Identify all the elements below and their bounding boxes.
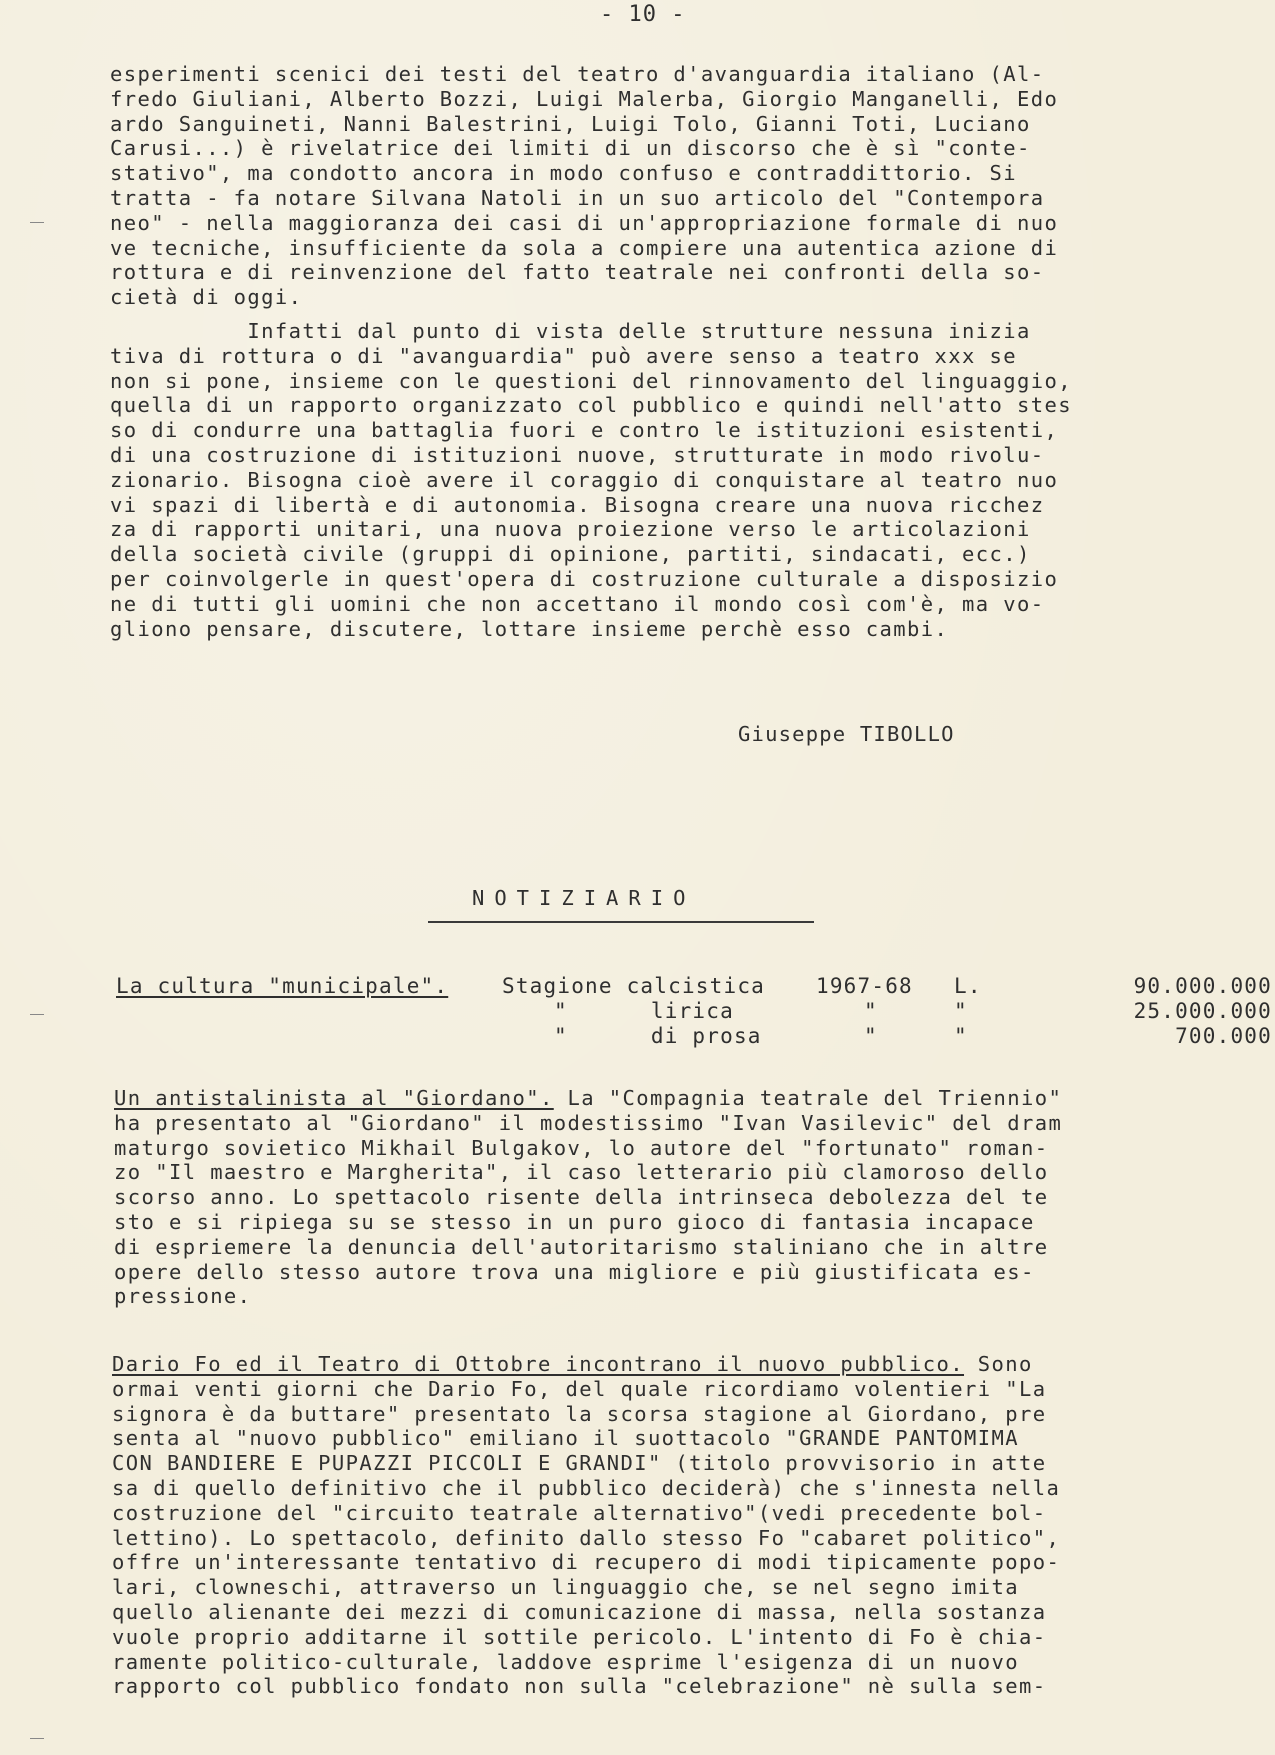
budget-amount: 25.000.000 bbox=[1133, 999, 1272, 1023]
text-line: pressione. bbox=[114, 1284, 252, 1309]
budget-label: Stagione calcistica bbox=[502, 974, 766, 998]
text-line: offre un'interessante tentativo di recupero di modi tipicamente popo- bbox=[112, 1550, 1061, 1575]
text-line: stativo", ma condotto ancora in modo confuso e contraddittorio. Si bbox=[110, 161, 1017, 186]
budget-amount: 700.000 bbox=[1175, 1024, 1272, 1048]
text-line: fredo Giuliani, Alberto Bozzi, Luigi Malerba, Giorgio Manganelli, Edo bbox=[110, 86, 1059, 111]
heading-underline bbox=[428, 921, 814, 923]
text-line: so di condurre una battaglia fuori e contro le istituzioni esistenti, bbox=[110, 418, 1059, 443]
text-line: ne di tutti gli uomini che non accettano il mondo così com'è, ma vo- bbox=[110, 591, 1045, 616]
text-line: senta al "nuovo pubblico" emiliano il suottacolo "GRANDE PANTOMIMA bbox=[112, 1426, 1019, 1451]
budget-season: " bbox=[864, 999, 878, 1023]
text-line: opere dello stesso autore trova una migliore e più giustificata es- bbox=[114, 1259, 1035, 1284]
text-line: ormai venti giorni che Dario Fo, del quale ricordiamo volentieri "La bbox=[112, 1376, 1047, 1401]
text-line bbox=[114, 1086, 1214, 1111]
text-line: sa di quello definitivo che il pubblico deciderà) che s'innesta nella bbox=[112, 1475, 1061, 1500]
text-line: rapporto col pubblico fondato non sulla "celebrazione" nè sulla sem- bbox=[112, 1674, 1047, 1699]
text-line: cietà di oggi. bbox=[110, 285, 303, 310]
budget-label: " lirica bbox=[554, 999, 734, 1023]
paragraph-strutture bbox=[110, 319, 1210, 641]
text-line: zo "Il maestro e Margherita", il caso letterario più clamoroso dello bbox=[114, 1160, 1049, 1185]
text-line: per coinvolgerle in quest'opera di costruzione culturale a disposizio bbox=[110, 566, 1059, 591]
text-line: vi spazi di libertà e di autonomia. Bisogna creare una nuova ricchez bbox=[110, 492, 1045, 517]
text-line: di una costruzione di istituzioni nuove, strutturate in modo rivolu- bbox=[110, 442, 1045, 467]
text-line: tratta - fa notare Silvana Natoli in un suo articolo del "Contempora bbox=[110, 185, 1045, 210]
text-line: maturgo sovietico Mikhail Bulgakov, lo autore del "fortunato" roman- bbox=[114, 1135, 1049, 1160]
text-line: rottura e di reinvenzione del fatto teatrale nei confronti della so- bbox=[110, 260, 1045, 285]
budget-season: 1967-68 bbox=[816, 974, 913, 998]
margin-mark bbox=[30, 1014, 44, 1015]
text-line: tiva di rottura o di "avanguardia" può avere senso a teatro xxx se bbox=[110, 343, 1017, 368]
text-line: za di rapporti unitari, una nuova proiezione verso le articolazioni bbox=[110, 517, 1031, 542]
text-line: scorso anno. Lo spettacolo risente della intrinseca debolezza del te bbox=[114, 1185, 1049, 1210]
news-item-dario-fo bbox=[112, 1352, 1212, 1699]
budget-currency: L. bbox=[954, 974, 982, 998]
text-line: lari, clowneschi, attraverso un linguaggio che, se nel segno imita bbox=[112, 1575, 1019, 1600]
budget-label: " di prosa bbox=[554, 1024, 762, 1048]
text-line: lettino). Lo spettacolo, definito dallo stesso Fo "cabaret politico", bbox=[112, 1525, 1061, 1550]
text-line: non si pone, insieme con le questioni del rinnovamento del linguaggio, bbox=[110, 368, 1072, 393]
news-item-bulgakov bbox=[114, 1086, 1214, 1309]
text-line: CON BANDIERE E PUPAZZI PICCOLI E GRANDI" (titolo provvisorio in atte bbox=[112, 1451, 1047, 1476]
news-title: Un antistalinista al "Giordano". bbox=[114, 1086, 554, 1110]
text-line: ardo Sanguineti, Nanni Balestrini, Luigi Tolo, Gianni Toti, Luciano bbox=[110, 111, 1031, 136]
author-signature: Giuseppe TIBOLLO bbox=[738, 722, 955, 746]
text-line: Infatti dal punto di vista delle strutture nessuna inizia bbox=[110, 319, 1031, 343]
budget-title: La cultura "municipale". bbox=[116, 974, 449, 998]
text-line: di espriemere la denuncia dell'autoritarismo staliniano che in altre bbox=[114, 1234, 1049, 1259]
text-line: ve tecniche, insufficiente da sola a compiere una autentica azione di bbox=[110, 235, 1059, 260]
margin-mark bbox=[30, 222, 44, 223]
text-line: gliono pensare, discutere, lottare insieme perchè esso cambi. bbox=[110, 616, 949, 641]
news-title-rest: La "Compagnia teatrale del Triennio" bbox=[553, 1086, 1063, 1110]
news-title-rest: Sono bbox=[964, 1352, 1033, 1376]
budget-season: " bbox=[864, 1024, 878, 1048]
text-line: neo" - nella maggioranza dei casi di un'appropriazione formale di nuo bbox=[110, 210, 1059, 235]
text-line: ha presentato al "Giordano" il modestissimo "Ivan Vasilevic" del dram bbox=[114, 1110, 1063, 1135]
section-heading: NOTIZIARIO bbox=[472, 886, 696, 910]
text-line: costruzione del "circuito teatrale alternativo"(vedi precedente bol- bbox=[112, 1500, 1047, 1525]
text-line: ramente politico-culturale, laddove esprime l'esigenza di un nuovo bbox=[112, 1649, 1019, 1674]
text-line: Carusi...) è rivelatrice dei limiti di un discorso che è sì "conte- bbox=[110, 136, 1031, 161]
text-line: signora è da buttare" presentato la scorsa stagione al Giordano, pre bbox=[112, 1401, 1047, 1426]
budget-currency: " bbox=[954, 1024, 968, 1048]
text-line: quello alienante dei mezzi di comunicazione di massa, nella sostanza bbox=[112, 1599, 1047, 1624]
text-line: quella di un rapporto organizzato col pubblico e quindi nell'atto stes bbox=[110, 393, 1072, 418]
margin-mark bbox=[30, 1738, 44, 1739]
text-line: vuole proprio additarne il sottile pericolo. L'intento di Fo è chia- bbox=[112, 1624, 1047, 1649]
text-line: zionario. Bisogna cioè avere il coraggio di conquistare al teatro nuo bbox=[110, 467, 1059, 492]
page-number: - 10 - bbox=[600, 2, 686, 27]
text-line: esperimenti scenici dei testi del teatro d'avanguardia italiano (Al- bbox=[110, 62, 1045, 86]
budget-amount: 90.000.000 bbox=[1133, 974, 1272, 998]
text-line: della società civile (gruppi di opinione, partiti, sindacati, ecc.) bbox=[110, 542, 1031, 567]
budget-currency: " bbox=[954, 999, 968, 1023]
text-line: sto e si ripiega su se stesso in un puro gioco di fantasia incapace bbox=[114, 1209, 1035, 1234]
text-line bbox=[112, 1352, 1212, 1377]
paragraph-avanguardia bbox=[110, 62, 1210, 310]
news-title: Dario Fo ed il Teatro di Ottobre incontrano il nuovo pubblico. bbox=[112, 1352, 965, 1376]
